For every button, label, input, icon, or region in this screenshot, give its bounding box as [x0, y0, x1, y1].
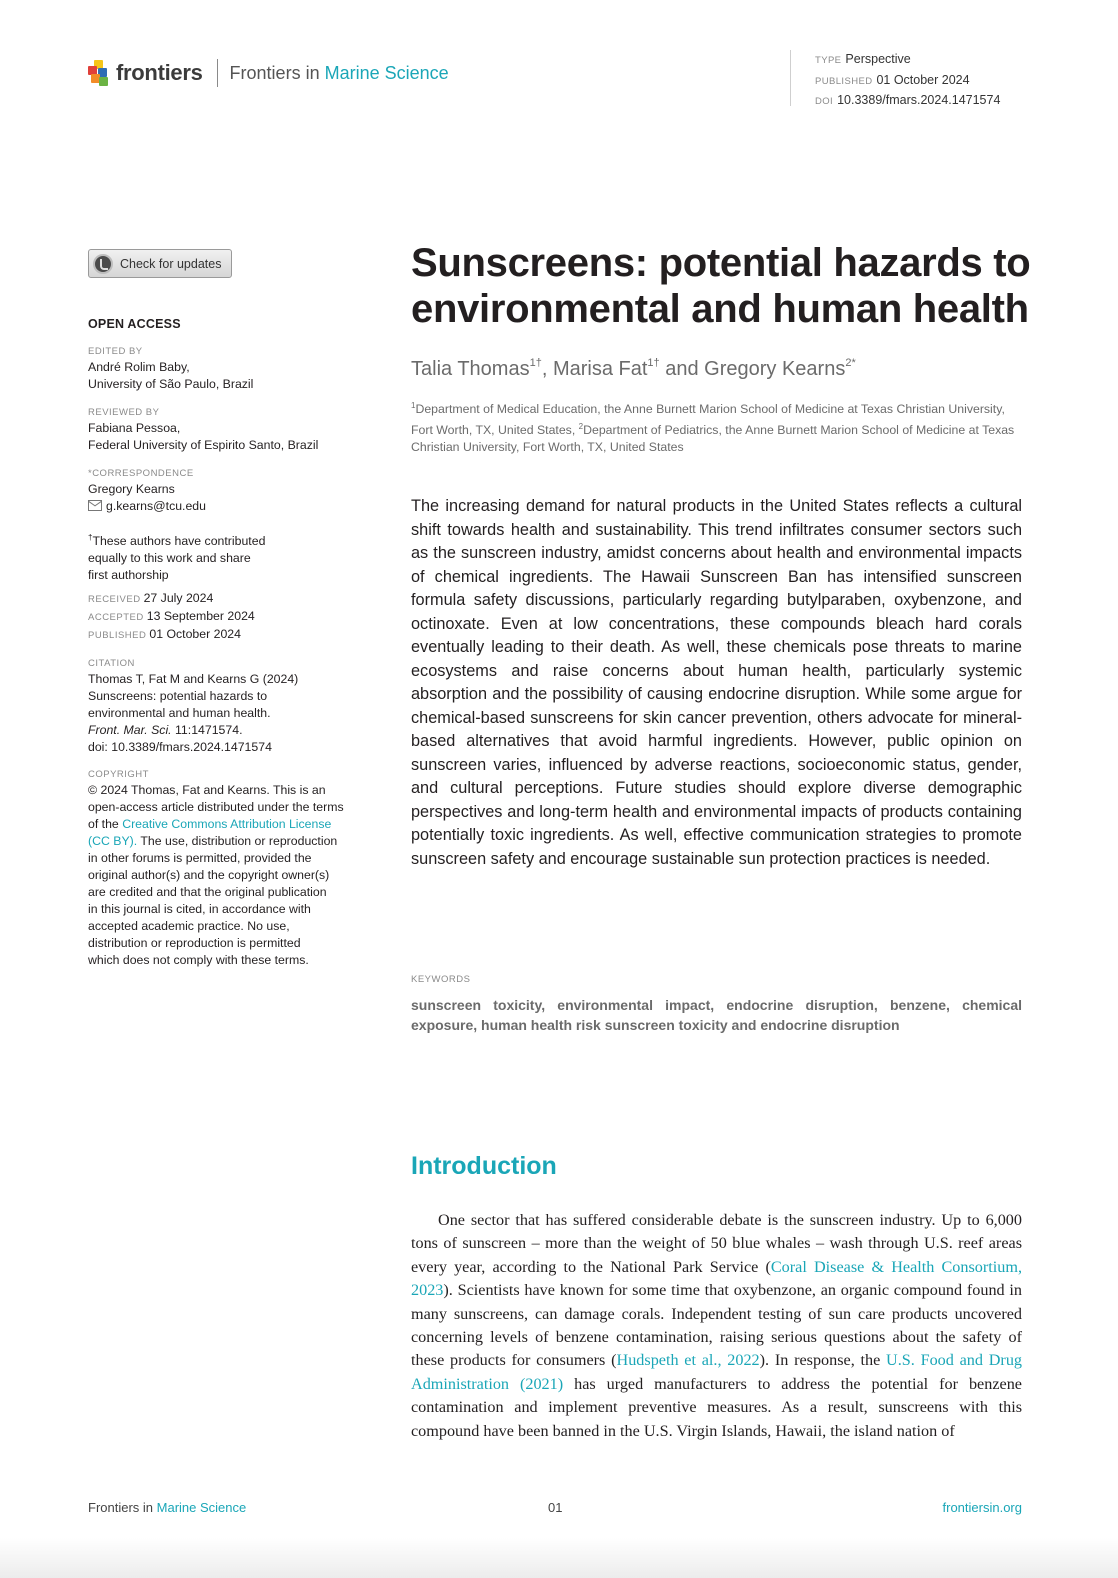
edited-by-section — [88, 345, 358, 393]
article-type — [815, 50, 1000, 71]
affiliations — [411, 397, 1023, 456]
correspondence-label: *CORRESPONDENCE — [88, 468, 194, 479]
abstract: The increasing demand for natural products in the United States reflects a cultural shift towards health and sustainability. This trend infiltrates consumer sectors such as the sunscreen industry, amidst concerns about health and environmental impacts of chemical ingredients. The Hawaii Sunscreen Ban has intensified sunscreen formula safety discussions, particularly regarding butylparaben, oxybenzone, and octinoxate. Even at low concentrations, these compounds bleach hard corals eventually leading to their death. As well, these chemicals pose threats to marine ecosystems and raise concerns about human health, particularly systemic absorption and the possibility of causing endocrine disruption. While some argue for chemical-based sunscreens for skin cancer prevention, others advocate for mineral-based alternatives that avoid harmful ingredients. However, public opinion on sunscreen varies, influenced by adverse reactions, socioeconomic status, gender, and cultural perceptions. Future studies should explore diverse demographic perspectives and long-term health and environmental impacts of products containing potentially toxic ingredients. As well, effective communication strategies to promote sunscreen safety and encourage sustainable sun protection practices is needed. — [411, 497, 1022, 868]
type-value: Perspective — [845, 52, 911, 66]
cc-by-link[interactable]: (CC BY). — [88, 834, 138, 848]
affil-sup1: 1 — [411, 401, 416, 410]
check-updates-label: Check for updates — [120, 256, 222, 271]
page-number: 01 — [548, 1500, 563, 1515]
author2-sup: 1† — [647, 357, 660, 369]
accepted-date: 13 September 2024 — [146, 609, 255, 623]
copyright-line4-post: The use, distribution or reproduction — [137, 834, 338, 848]
citation-line2: Sunscreens: potential hazards to — [88, 689, 268, 703]
footer-journal-prefix: Frontiers in — [88, 1500, 157, 1515]
check-updates-icon — [93, 254, 113, 274]
footer-journal[interactable] — [88, 1500, 246, 1515]
ref-fda[interactable]: U.S. Food and Drug Administration (2021) — [411, 1351, 1023, 1393]
citation-volume: 11:1471574. — [171, 723, 243, 737]
author-kearns[interactable]: Gregory Kearns — [704, 358, 846, 380]
footer-journal-name: Marine Science — [156, 1500, 247, 1515]
intro-text3: ). In response, the — [759, 1351, 887, 1370]
copyright-section — [88, 768, 358, 969]
cc-license-link[interactable]: Creative Commons Attribution License — [122, 817, 332, 831]
check-for-updates-button[interactable] — [88, 249, 232, 278]
received-label: RECEIVED — [88, 594, 141, 605]
article-title — [411, 240, 1051, 332]
doi-value[interactable]: 10.3389/fmars.2024.1471574 — [837, 93, 1001, 107]
author3-sup: 2* — [845, 357, 856, 369]
journal-name[interactable] — [230, 63, 449, 84]
correspondence-section — [88, 467, 358, 515]
correspondence-email[interactable]: g.kearns@tcu.edu — [106, 499, 206, 513]
doi-label: DOI — [815, 96, 834, 107]
intro-text2: ). Scientists have known for some time that oxybenzone, an organic compound found in many sunscreens, can damage corals. Independent testing of sun care products uncovered concerning levels of benzene contamination, raising serious questions about the safety of these products for consumers ( — [411, 1281, 1022, 1370]
ref-hudspeth[interactable]: Hudspeth et al., 2022 — [616, 1351, 760, 1370]
introduction-paragraph — [411, 1209, 1022, 1443]
editor-affiliation: University of São Paulo, Brazil — [88, 377, 254, 391]
author-thomas[interactable]: Talia Thomas — [411, 358, 530, 380]
copyright-line4 — [88, 833, 358, 850]
author1-sup: 1† — [529, 357, 542, 369]
dates-section — [88, 590, 358, 644]
citation-line4 — [88, 722, 358, 739]
title-line2: environmental and human health — [411, 287, 1029, 331]
correspondence-name: Gregory Kearns — [88, 482, 175, 496]
received-row — [88, 590, 358, 608]
journal-prefix: Frontiers in — [229, 62, 325, 83]
citation-line3: environmental and human health. — [88, 706, 271, 720]
keywords-label: KEYWORDS — [411, 974, 471, 985]
citation-line1: Thomas T, Fat M and Kearns G (2024) — [88, 672, 299, 686]
open-access-label: OPEN ACCESS — [88, 317, 181, 331]
reviewer-name: Fabiana Pessoa, — [88, 421, 181, 435]
copyright-line8: in this journal is cited, in accordance with — [88, 902, 311, 916]
logo-divider — [217, 59, 218, 87]
logo-wordmark: frontiers — [116, 60, 203, 85]
reviewed-by-section — [88, 406, 358, 454]
ref-coral-disease[interactable]: Coral Disease & Health Consortium, 2023 — [411, 1257, 1022, 1300]
introduction-heading: Introduction — [411, 1152, 557, 1180]
sidebar-published-date: 01 October 2024 — [149, 627, 241, 641]
reviewed-by-label: REVIEWED BY — [88, 407, 160, 418]
journal-title: Marine Science — [324, 62, 449, 83]
published-label: PUBLISHED — [815, 75, 873, 87]
intro-text1: One sector that has suffered considerable debate is the sunscreen industry. Up to 6,000 tons of sunscreen – more than the weight of 50 blue whales – wash through U.S. reef areas every year, according to the National Park Service ( — [411, 1211, 1022, 1276]
equal-contrib-line2: equally to this work and share — [88, 551, 251, 566]
affiliation-2: Department of Pediatrics, the Anne Burnett Marion School of Medicine at Texas Christian University, Fort Worth, TX, United States — [411, 423, 1015, 455]
copyright-line3-pre: of the — [88, 817, 123, 831]
reviewer-affiliation: Federal University of Espirito Santo, Brazil — [88, 438, 319, 452]
correspondence-email-row[interactable] — [88, 498, 358, 515]
article-published — [815, 71, 1000, 92]
bottom-shade — [0, 1538, 1118, 1578]
affiliation-1: Department of Medical Education, the Anne Burnett Marion School of Medicine at Texas Christian University, Fort Worth, TX, United States, — [411, 402, 1005, 438]
author-fat[interactable]: Marisa Fat — [552, 358, 648, 380]
copyright-line9: accepted academic practice. No use, — [88, 919, 290, 933]
copyright-line2: open-access article distributed under the terms — [88, 800, 344, 814]
frontiers-logo-icon — [88, 60, 110, 86]
copyright-line1: © 2024 Thomas, Fat and Kearns. This is an — [88, 783, 326, 797]
dagger-mark: † — [88, 533, 93, 542]
equal-contribution-note — [88, 529, 358, 584]
accepted-label: ACCEPTED — [88, 612, 144, 623]
type-label: TYPE — [815, 55, 842, 66]
copyright-line6: original author(s) and the copyright owner(s) — [88, 868, 330, 882]
citation-journal: Front. Mar. Sci. — [88, 723, 172, 737]
citation-section — [88, 657, 358, 756]
copyright-label: COPYRIGHT — [88, 769, 149, 780]
keywords: sunscreen toxicity, environmental impact, endocrine disruption, benzene, chemical exposure, human health risk sunscreen toxicity and endocrine disruption — [411, 997, 1022, 1033]
citation-label: CITATION — [88, 658, 135, 669]
published-row — [88, 626, 358, 644]
article-meta — [790, 50, 1000, 106]
article-doi[interactable] — [815, 91, 1000, 112]
copyright-line10: distribution or reproduction is permitted — [88, 936, 301, 950]
copyright-line11: which does not comply with these terms. — [88, 953, 309, 967]
frontiers-logo[interactable] — [88, 58, 449, 88]
published-value: 01 October 2024 — [876, 72, 970, 87]
citation-doi[interactable]: doi: 10.3389/fmars.2024.1471574 — [88, 740, 272, 754]
author-list: Talia Thomas$^{1\dagger}$, Marisa Fat$^{1\dagger}$ and Gregory Kearns$^{2*}$ — [411, 357, 856, 380]
intro-text4: has urged manufacturers to address the potential for benzene contamination and implement preventive measures. As a result, sunscreens with this compound have been banned in the U.S. Virgin Islands, Hawaii, the island nation of — [411, 1374, 1022, 1440]
footer-site-link[interactable]: frontiersin.org — [942, 1500, 1022, 1515]
editor-name: André Rolim Baby, — [88, 360, 190, 374]
copyright-line7: are credited and that the original publication — [88, 885, 327, 899]
accepted-row — [88, 608, 358, 626]
envelope-icon — [88, 500, 102, 511]
title-line1: Sunscreens: potential hazards to — [411, 241, 1031, 285]
author-and: and — [659, 358, 705, 380]
equal-contrib-line1: These authors have contributed — [92, 534, 266, 549]
sidebar-published-label: PUBLISHED — [88, 630, 147, 641]
copyright-line5: in other forums is permitted, provided the — [88, 851, 312, 865]
received-date: 27 July 2024 — [143, 591, 214, 605]
copyright-line3 — [88, 816, 358, 833]
affil-sup2: 2 — [578, 422, 584, 432]
equal-contrib-line3: first authorship — [88, 568, 169, 583]
edited-by-label: EDITED BY — [88, 346, 143, 357]
